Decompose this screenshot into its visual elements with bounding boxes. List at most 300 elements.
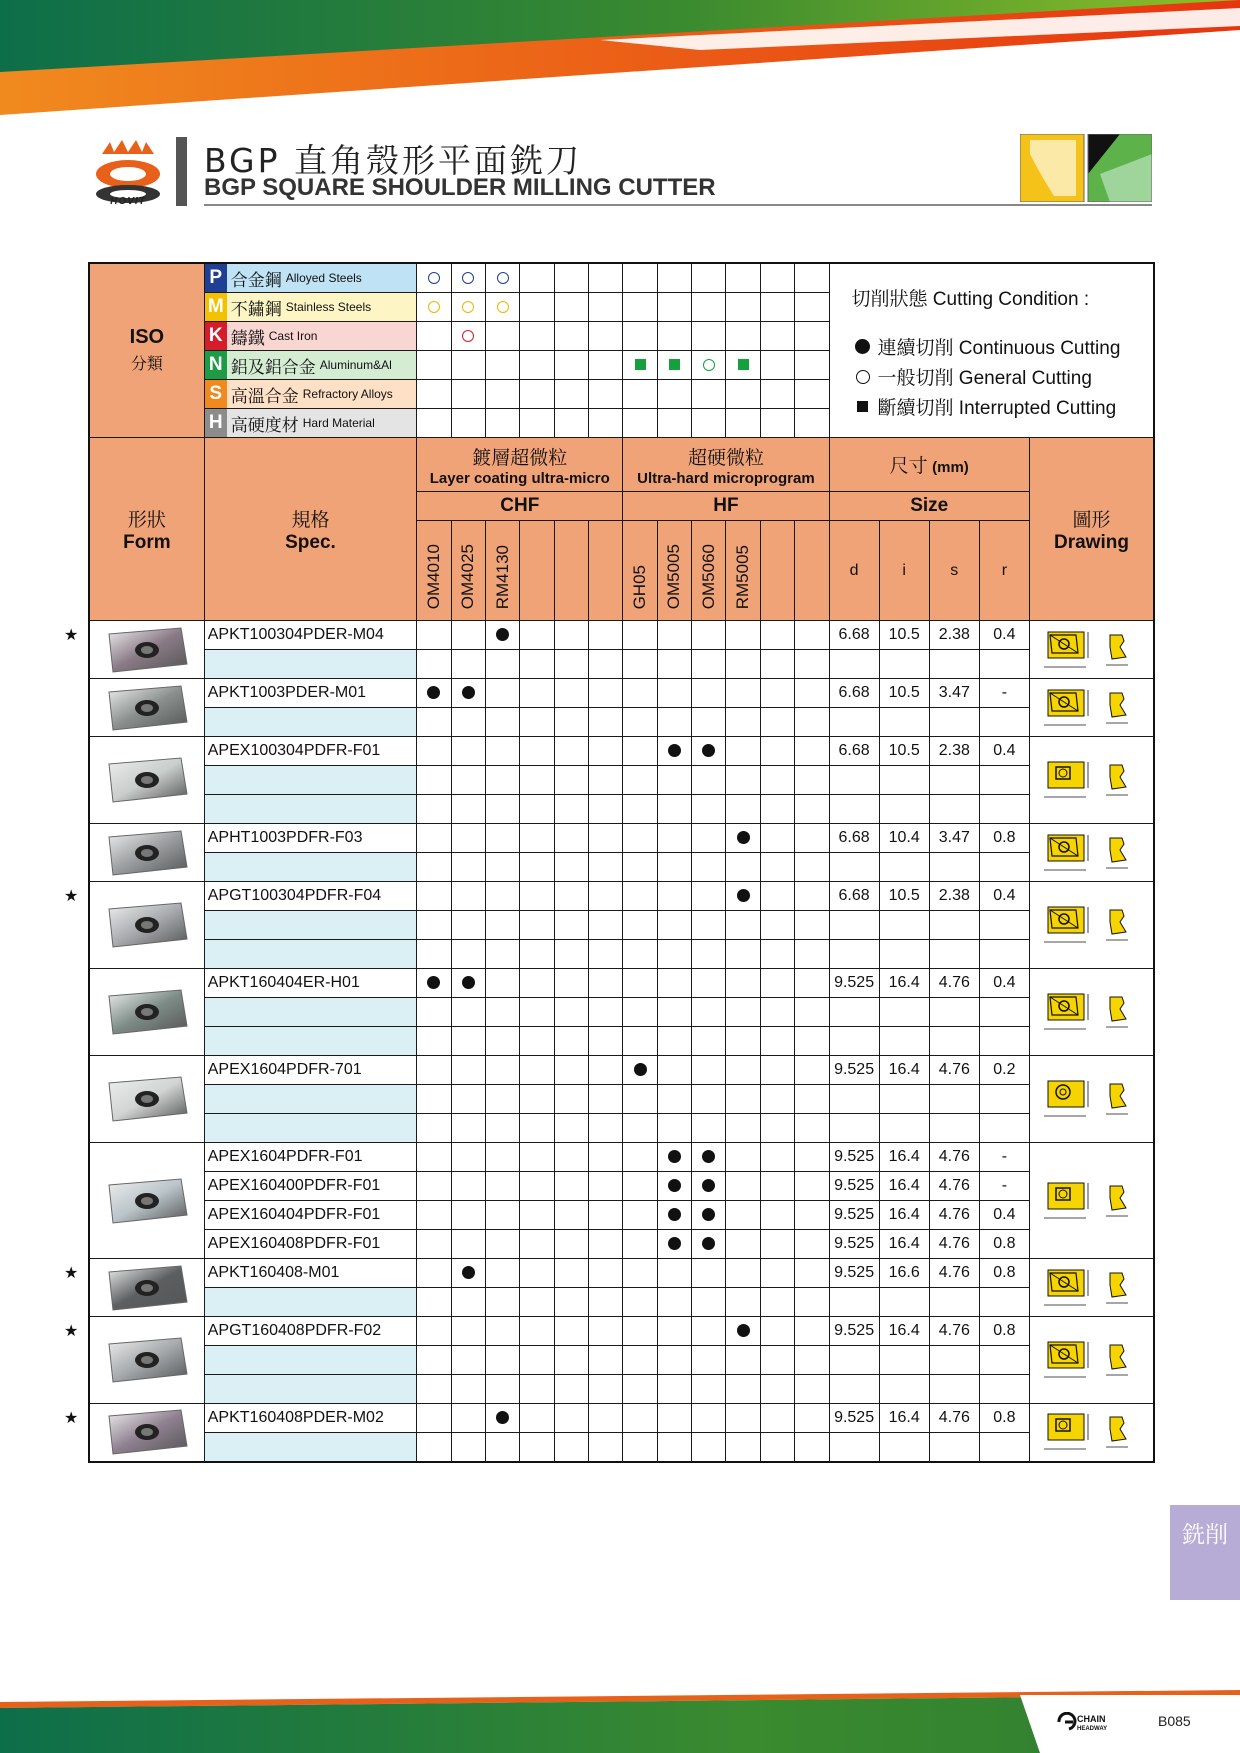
grade-cell: [554, 824, 588, 853]
grade-cell: [726, 1201, 760, 1230]
blank-row: [89, 766, 1154, 795]
grade-cell: [520, 1317, 554, 1346]
drawing-header-zh: 圖形: [1072, 509, 1111, 531]
iso-mark-cell: [417, 322, 451, 351]
blank-cell: [829, 1346, 879, 1375]
blank-cell: [657, 766, 691, 795]
grade-cell: [726, 1317, 760, 1346]
grade-cell: [692, 1172, 726, 1201]
dim-s-value: 2.38: [929, 882, 979, 911]
insert-drawing: [1036, 627, 1146, 673]
insert-photo: [103, 1406, 191, 1458]
blank-cell: [554, 1433, 588, 1462]
blank-cell: [760, 650, 794, 679]
blank-cell: [485, 940, 519, 969]
blank-cell: [726, 1433, 760, 1462]
header-row-1: [89, 438, 1154, 492]
blank-cell: [829, 1288, 879, 1317]
blank-cell: [979, 766, 1029, 795]
drawing-cell: [1029, 737, 1154, 824]
product-spec: APEX100304PDFR-F01: [204, 737, 416, 766]
dim-i-value: 16.4: [879, 1404, 929, 1433]
grade-cell: [520, 1143, 554, 1172]
product-row: [89, 621, 1154, 650]
blank-cell: [623, 1346, 657, 1375]
blank-cell: [417, 853, 451, 882]
blank-cell: [795, 1346, 829, 1375]
general-cutting-mark: [462, 301, 474, 313]
grade-cell: [485, 969, 519, 998]
drawing-cell: [1029, 1259, 1154, 1317]
grade-cell: [623, 1259, 657, 1288]
blank-cell: [417, 940, 451, 969]
product-spec: APKT160404ER-H01: [204, 969, 416, 998]
blank-cell: [726, 1288, 760, 1317]
iso-mark-cell: [657, 293, 691, 322]
blank-cell: [589, 998, 623, 1027]
drawing-cell: [1029, 1317, 1154, 1404]
general-cutting-mark: [428, 301, 440, 313]
blank-cell: [451, 1375, 485, 1404]
blank-cell: [979, 1346, 1029, 1375]
insert-image-cell: [89, 1404, 204, 1462]
iso-mark-cell: [451, 263, 485, 293]
insert-photo: [103, 1334, 191, 1386]
blank-cell: [760, 911, 794, 940]
drawing-cell: [1029, 824, 1154, 882]
grade-cell: [623, 1143, 657, 1172]
dim-i-value: 16.4: [879, 1317, 929, 1346]
blank-cell: [929, 708, 979, 737]
dim-header: [929, 521, 979, 621]
blank-row: [89, 650, 1154, 679]
blank-cell: [485, 1114, 519, 1143]
grade-cell: [623, 621, 657, 650]
iso-group-en: Stainless Steels: [285, 300, 372, 314]
blank-spec-cell: [204, 1346, 416, 1375]
dim-d-value: 9.525: [829, 1404, 879, 1433]
blank-cell: [657, 911, 691, 940]
blank-cell: [979, 650, 1029, 679]
blank-cell: [795, 998, 829, 1027]
iso-mark-cell: [520, 293, 554, 322]
blank-cell: [589, 1085, 623, 1114]
blank-cell: [589, 650, 623, 679]
blank-spec-cell: [204, 708, 416, 737]
spec-header-en: Spec.: [285, 531, 336, 553]
dim-r-value: 0.8: [979, 1317, 1029, 1346]
iso-mark-cell: [589, 263, 623, 293]
continuous-cutting-label: 連續切削 Continuous Cutting: [877, 338, 1121, 359]
blank-cell: [829, 1375, 879, 1404]
grade-cell: [623, 969, 657, 998]
blank-cell: [760, 766, 794, 795]
blank-cell: [692, 940, 726, 969]
grade-header: [554, 521, 588, 621]
iso-label-zh: 分類: [130, 355, 163, 373]
blank-cell: [929, 853, 979, 882]
iso-mark-cell: [485, 351, 519, 380]
blank-cell: [692, 766, 726, 795]
insert-drawing: [1036, 685, 1146, 731]
grade-cell: [726, 621, 760, 650]
product-row: [89, 969, 1154, 998]
blank-cell: [417, 1375, 451, 1404]
grade-cell: [623, 882, 657, 911]
product-spec: APKT1003PDER-M01: [204, 679, 416, 708]
iso-mark-cell: [726, 380, 760, 409]
grade-cell: [589, 1143, 623, 1172]
blank-row: [89, 940, 1154, 969]
grade-cell: [760, 679, 794, 708]
blank-cell: [879, 1027, 929, 1056]
iso-mark-cell: [692, 380, 726, 409]
interrupted-cutting-mark: [635, 359, 646, 370]
chf-label: CHF: [500, 495, 540, 516]
blank-cell: [929, 1346, 979, 1375]
blank-cell: [726, 1375, 760, 1404]
grade-cell: [760, 882, 794, 911]
grade-cell: [623, 1056, 657, 1085]
grade-header: [795, 521, 829, 621]
blank-cell: [485, 1433, 519, 1462]
iso-mark-cell: [760, 380, 794, 409]
grade-cell: [589, 969, 623, 998]
blank-cell: [451, 708, 485, 737]
grade-cell: [692, 824, 726, 853]
blank-cell: [726, 911, 760, 940]
drawing-cell: [1029, 882, 1154, 969]
grade-cell: [692, 737, 726, 766]
grade-cell: [760, 737, 794, 766]
grade-cell: [726, 679, 760, 708]
dim-i-value: 16.4: [879, 1143, 929, 1172]
grade-cell: [795, 882, 829, 911]
grade-label: OM4010: [423, 543, 443, 609]
blank-cell: [657, 795, 691, 824]
dim-i-value: 16.6: [879, 1259, 929, 1288]
grade-cell: [417, 1317, 451, 1346]
blank-cell: [485, 766, 519, 795]
blank-cell: [485, 1027, 519, 1056]
bottom-decorative-band: [0, 1690, 1240, 1753]
blank-cell: [417, 1288, 451, 1317]
iso-mark-cell: [485, 409, 519, 438]
dim-d-value: 6.68: [829, 824, 879, 853]
blank-cell: [589, 708, 623, 737]
blank-spec-cell: [204, 1114, 416, 1143]
grade-cell: [485, 1230, 519, 1259]
grade-cell: [692, 621, 726, 650]
blank-cell: [520, 795, 554, 824]
form-header-en: Form: [123, 531, 171, 553]
insert-drawing: [1036, 1337, 1146, 1383]
iso-mark-cell: [795, 351, 829, 380]
blank-cell: [795, 853, 829, 882]
grade-cell: [726, 1230, 760, 1259]
iso-mark-cell: [554, 380, 588, 409]
iso-mark-cell: [417, 263, 451, 293]
grade-cell: [451, 1404, 485, 1433]
blank-cell: [520, 1027, 554, 1056]
grade-cell: [451, 824, 485, 853]
blank-cell: [795, 650, 829, 679]
grade-cell: [417, 969, 451, 998]
blank-cell: [451, 940, 485, 969]
grade-cell: [692, 1259, 726, 1288]
logo-text: HOVIT: [110, 196, 146, 207]
grade-cell: [417, 1259, 451, 1288]
grade-cell: [657, 1404, 691, 1433]
iso-mark-cell: [692, 322, 726, 351]
cutting-condition-legend: [829, 263, 1154, 438]
blank-cell: [520, 911, 554, 940]
blank-cell: [879, 708, 929, 737]
blank-cell: [929, 650, 979, 679]
grade-cell: [451, 1259, 485, 1288]
continuous-cutting-mark: [634, 1063, 647, 1076]
grade-cell: [485, 679, 519, 708]
continuous-cutting-mark: [668, 1150, 681, 1163]
blank-cell: [760, 1375, 794, 1404]
grade-cell: [589, 882, 623, 911]
dim-s-value: 4.76: [929, 969, 979, 998]
dim-r-value: 0.4: [979, 969, 1029, 998]
page-title-zh: BGP 直角殼形平面銑刀: [204, 141, 583, 180]
grade-cell: [657, 1230, 691, 1259]
blank-spec-cell: [204, 998, 416, 1027]
iso-mark-cell: [417, 293, 451, 322]
blank-cell: [623, 1085, 657, 1114]
blank-cell: [623, 998, 657, 1027]
blank-spec-cell: [204, 940, 416, 969]
blank-cell: [829, 998, 879, 1027]
product-spec: APEX160404PDFR-F01: [204, 1201, 416, 1230]
iso-letter-badge: H: [205, 409, 227, 437]
grade-header: [520, 521, 554, 621]
interrupted-cutting-symbol: [857, 401, 868, 412]
blank-cell: [979, 1085, 1029, 1114]
milling-shoulder-icon: [1020, 134, 1152, 202]
blank-cell: [879, 998, 929, 1027]
blank-cell: [657, 998, 691, 1027]
page-number: B085: [1158, 1713, 1191, 1729]
interrupted-cutting-mark: [669, 359, 680, 370]
grade-cell: [589, 1056, 623, 1085]
product-spec: APEX1604PDFR-F01: [204, 1143, 416, 1172]
blank-cell: [829, 766, 879, 795]
blank-cell: [623, 853, 657, 882]
blank-cell: [692, 1085, 726, 1114]
blank-cell: [829, 708, 879, 737]
blank-cell: [417, 766, 451, 795]
blank-cell: [692, 1346, 726, 1375]
grade-cell: [485, 1259, 519, 1288]
continuous-cutting-mark: [702, 1208, 715, 1221]
grade-cell: [417, 621, 451, 650]
iso-mark-cell: [623, 380, 657, 409]
iso-mark-cell: [760, 351, 794, 380]
grade-cell: [554, 737, 588, 766]
drawing-cell: [1029, 621, 1154, 679]
grade-cell: [795, 737, 829, 766]
blank-cell: [554, 795, 588, 824]
iso-group-en: Alloyed Steels: [285, 271, 362, 285]
grade-cell: [589, 1259, 623, 1288]
iso-mark-cell: [417, 380, 451, 409]
grade-cell: [417, 824, 451, 853]
insert-photo: [103, 624, 191, 676]
insert-image-cell: [89, 1259, 204, 1317]
drawing-header: [1029, 438, 1154, 621]
spec-table: [88, 262, 1155, 1463]
product-spec: APHT1003PDFR-F03: [204, 824, 416, 853]
blank-cell: [879, 1433, 929, 1462]
grade-cell: [485, 1056, 519, 1085]
blank-cell: [451, 1085, 485, 1114]
insert-photo: [103, 754, 191, 806]
grade-cell: [795, 1317, 829, 1346]
blank-cell: [554, 1288, 588, 1317]
blank-cell: [417, 911, 451, 940]
blank-cell: [657, 1433, 691, 1462]
blank-cell: [795, 1085, 829, 1114]
grade-cell: [554, 1056, 588, 1085]
iso-mark-cell: [726, 351, 760, 380]
iso-mark-cell: [485, 322, 519, 351]
blank-cell: [760, 998, 794, 1027]
blank-cell: [417, 1346, 451, 1375]
form-header-zh: 形狀: [127, 509, 166, 531]
blank-cell: [451, 1114, 485, 1143]
grade-cell: [451, 621, 485, 650]
blank-cell: [726, 1027, 760, 1056]
svg-text:HEADWAY: HEADWAY: [1077, 1726, 1108, 1732]
grade-cell: [485, 1201, 519, 1230]
dim-d-value: 9.525: [829, 1172, 879, 1201]
dim-i-value: 10.5: [879, 737, 929, 766]
side-tab-milling[interactable]: [1170, 1505, 1240, 1600]
iso-letter-badge: N: [205, 351, 227, 379]
insert-drawing: [1036, 757, 1146, 803]
blank-cell: [726, 766, 760, 795]
continuous-cutting-mark: [427, 976, 440, 989]
blank-cell: [485, 650, 519, 679]
grade-cell: [589, 824, 623, 853]
blank-cell: [554, 1375, 588, 1404]
grade-label: OM4025: [458, 543, 478, 609]
insert-photo: [103, 827, 191, 879]
blank-cell: [879, 650, 929, 679]
grade-cell: [760, 1143, 794, 1172]
new-product-star: ★: [64, 1409, 79, 1427]
grade-cell: [554, 1230, 588, 1259]
continuous-cutting-mark: [702, 1150, 715, 1163]
dim-r-value: -: [979, 679, 1029, 708]
grade-label: GH05: [630, 564, 650, 609]
blank-row: [89, 1288, 1154, 1317]
blank-spec-cell: [204, 766, 416, 795]
dim-s-value: 4.76: [929, 1172, 979, 1201]
general-cutting-mark: [497, 301, 509, 313]
blank-cell: [657, 1346, 691, 1375]
grade-cell: [451, 1056, 485, 1085]
grade-cell: [726, 1404, 760, 1433]
grade-header: [451, 521, 485, 621]
new-product-star: ★: [64, 887, 79, 905]
blank-cell: [829, 1433, 879, 1462]
iso-mark-cell: [589, 409, 623, 438]
dim-d-value: 9.525: [829, 1201, 879, 1230]
blank-row: [89, 853, 1154, 882]
blank-cell: [554, 911, 588, 940]
product-row: [89, 679, 1154, 708]
dim-header: [879, 521, 929, 621]
blank-cell: [795, 1433, 829, 1462]
blank-cell: [520, 766, 554, 795]
iso-group-en: Cast Iron: [268, 329, 318, 343]
dim-i-value: 16.4: [879, 1172, 929, 1201]
dim-s-value: 2.38: [929, 737, 979, 766]
blank-cell: [879, 1346, 929, 1375]
blank-cell: [451, 1288, 485, 1317]
grade-cell: [417, 1056, 451, 1085]
grade-cell: [520, 1172, 554, 1201]
continuous-cutting-mark: [668, 1208, 681, 1221]
insert-image-cell: [89, 737, 204, 824]
dim-r-value: 0.4: [979, 621, 1029, 650]
blank-row: [89, 1114, 1154, 1143]
blank-cell: [657, 940, 691, 969]
grade-cell: [692, 679, 726, 708]
product-row: [89, 824, 1154, 853]
blank-cell: [726, 940, 760, 969]
dim-i-value: 16.4: [879, 1201, 929, 1230]
blank-cell: [485, 1375, 519, 1404]
blank-cell: [726, 708, 760, 737]
grade-cell: [657, 621, 691, 650]
grade-cell: [451, 679, 485, 708]
blank-cell: [623, 795, 657, 824]
iso-mark-cell: [692, 409, 726, 438]
dim-i-value: 16.4: [879, 1230, 929, 1259]
iso-mark-cell: [520, 351, 554, 380]
blank-cell: [795, 1375, 829, 1404]
blank-cell: [451, 650, 485, 679]
iso-mark-cell: [795, 322, 829, 351]
blank-cell: [979, 1027, 1029, 1056]
grade-header: [417, 521, 451, 621]
grade-cell: [417, 1172, 451, 1201]
insert-drawing: [1036, 1178, 1146, 1224]
iso-group-zh: 鋁及鋁合金: [230, 357, 316, 377]
grade-cell: [760, 1404, 794, 1433]
blank-cell: [929, 998, 979, 1027]
grade-cell: [520, 1230, 554, 1259]
blank-cell: [979, 911, 1029, 940]
grade-cell: [692, 1230, 726, 1259]
carbide-header-en: Ultra-hard microprogram: [637, 469, 815, 487]
blank-cell: [879, 795, 929, 824]
drawing-header-en: Drawing: [1054, 531, 1129, 553]
grade-cell: [554, 679, 588, 708]
new-product-star: ★: [64, 1322, 79, 1340]
grade-cell: [726, 1259, 760, 1288]
grade-cell: [795, 679, 829, 708]
blank-cell: [692, 1433, 726, 1462]
blank-cell: [829, 853, 879, 882]
product-spec: APEX1604PDFR-701: [204, 1056, 416, 1085]
